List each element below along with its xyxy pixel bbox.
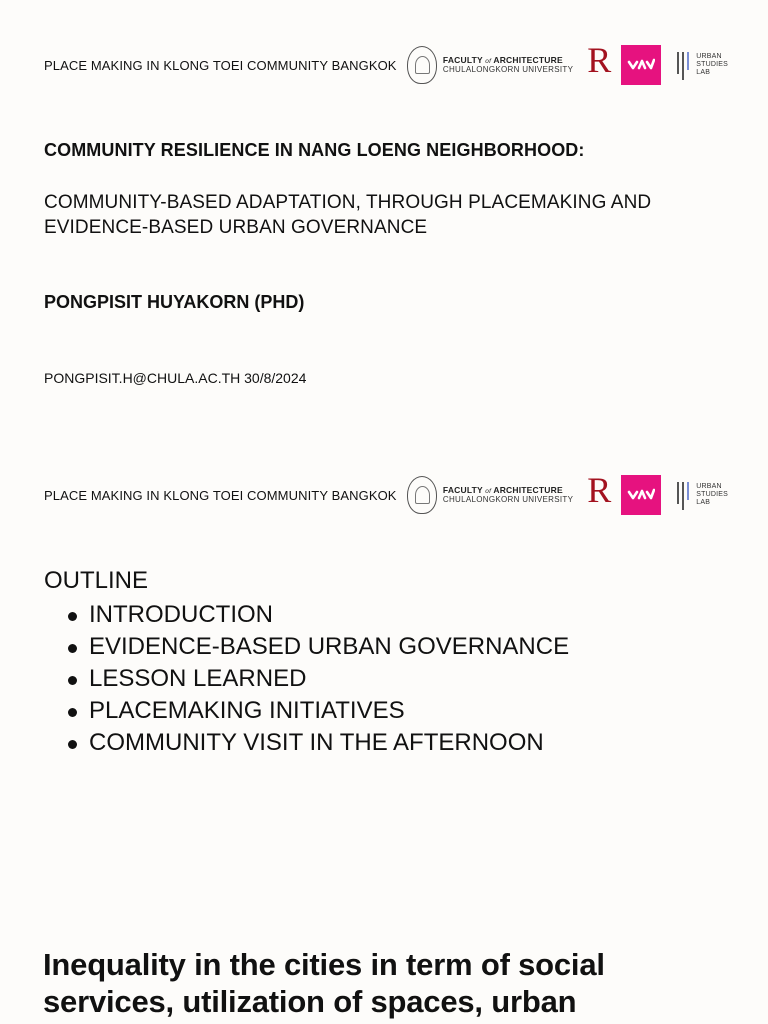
faculty-logo: FACULTY of ARCHITECTURE CHULALONGKORN UNIVERSITY <box>442 484 574 504</box>
chulalongkorn-seal-icon <box>407 476 437 514</box>
usl-mark-icon <box>677 480 693 510</box>
faculty-logo: FACULTY of ARCHITECTURE CHULALONGKORN UNIVERSITY <box>442 54 574 74</box>
outline-item: PLACEMAKING INITIATIVES <box>44 695 569 727</box>
slide-header <box>44 470 728 520</box>
outline-item: EVIDENCE-BASED URBAN GOVERNANCE <box>44 631 569 663</box>
outline-item: INTRODUCTION <box>44 599 569 631</box>
pink-logo-icon <box>621 45 661 85</box>
pink-logo-icon <box>621 475 661 515</box>
outline-item: LESSON LEARNED <box>44 663 569 695</box>
r-logo-icon: R <box>587 40 612 80</box>
header-title: PLACE MAKING IN KLONG TOEI COMMUNITY BANGKOK <box>44 57 397 73</box>
urban-studies-lab-logo: URBAN STUDIES LAB <box>677 480 728 510</box>
author-contact: PONGPISIT.H@CHULA.AC.TH 30/8/2024 <box>44 370 307 386</box>
chulalongkorn-seal-icon <box>407 46 437 84</box>
presentation-subtitle: COMMUNITY-BASED ADAPTATION, THROUGH PLACEMAKING AND EVIDENCE-BASED URBAN GOVERNANCE <box>44 192 652 238</box>
slide-outline <box>0 430 768 860</box>
outline-title: OUTLINE <box>44 567 149 594</box>
slide-heading: Inequality in the cities in term of social services, utilization of spaces, urban <box>43 947 605 1019</box>
outline-item: COMMUNITY VISIT IN THE AFTERNOON <box>44 727 569 759</box>
presentation-title: COMMUNITY RESILIENCE IN NANG LOENG NEIGHBORHOOD: <box>44 140 585 160</box>
logo-strip <box>407 40 728 90</box>
slide-header <box>44 40 728 90</box>
header-title: PLACE MAKING IN KLONG TOEI COMMUNITY BANGKOK <box>44 487 397 503</box>
outline-list <box>44 599 569 759</box>
logo-strip <box>407 470 728 520</box>
slide-inequality <box>0 860 768 1024</box>
author-name: PONGPISIT HUYAKORN (PHD) <box>44 292 305 312</box>
urban-studies-lab-logo: URBAN STUDIES LAB <box>677 50 728 80</box>
slide-title <box>0 0 768 430</box>
usl-mark-icon <box>677 50 693 80</box>
r-logo-icon: R <box>587 470 612 510</box>
